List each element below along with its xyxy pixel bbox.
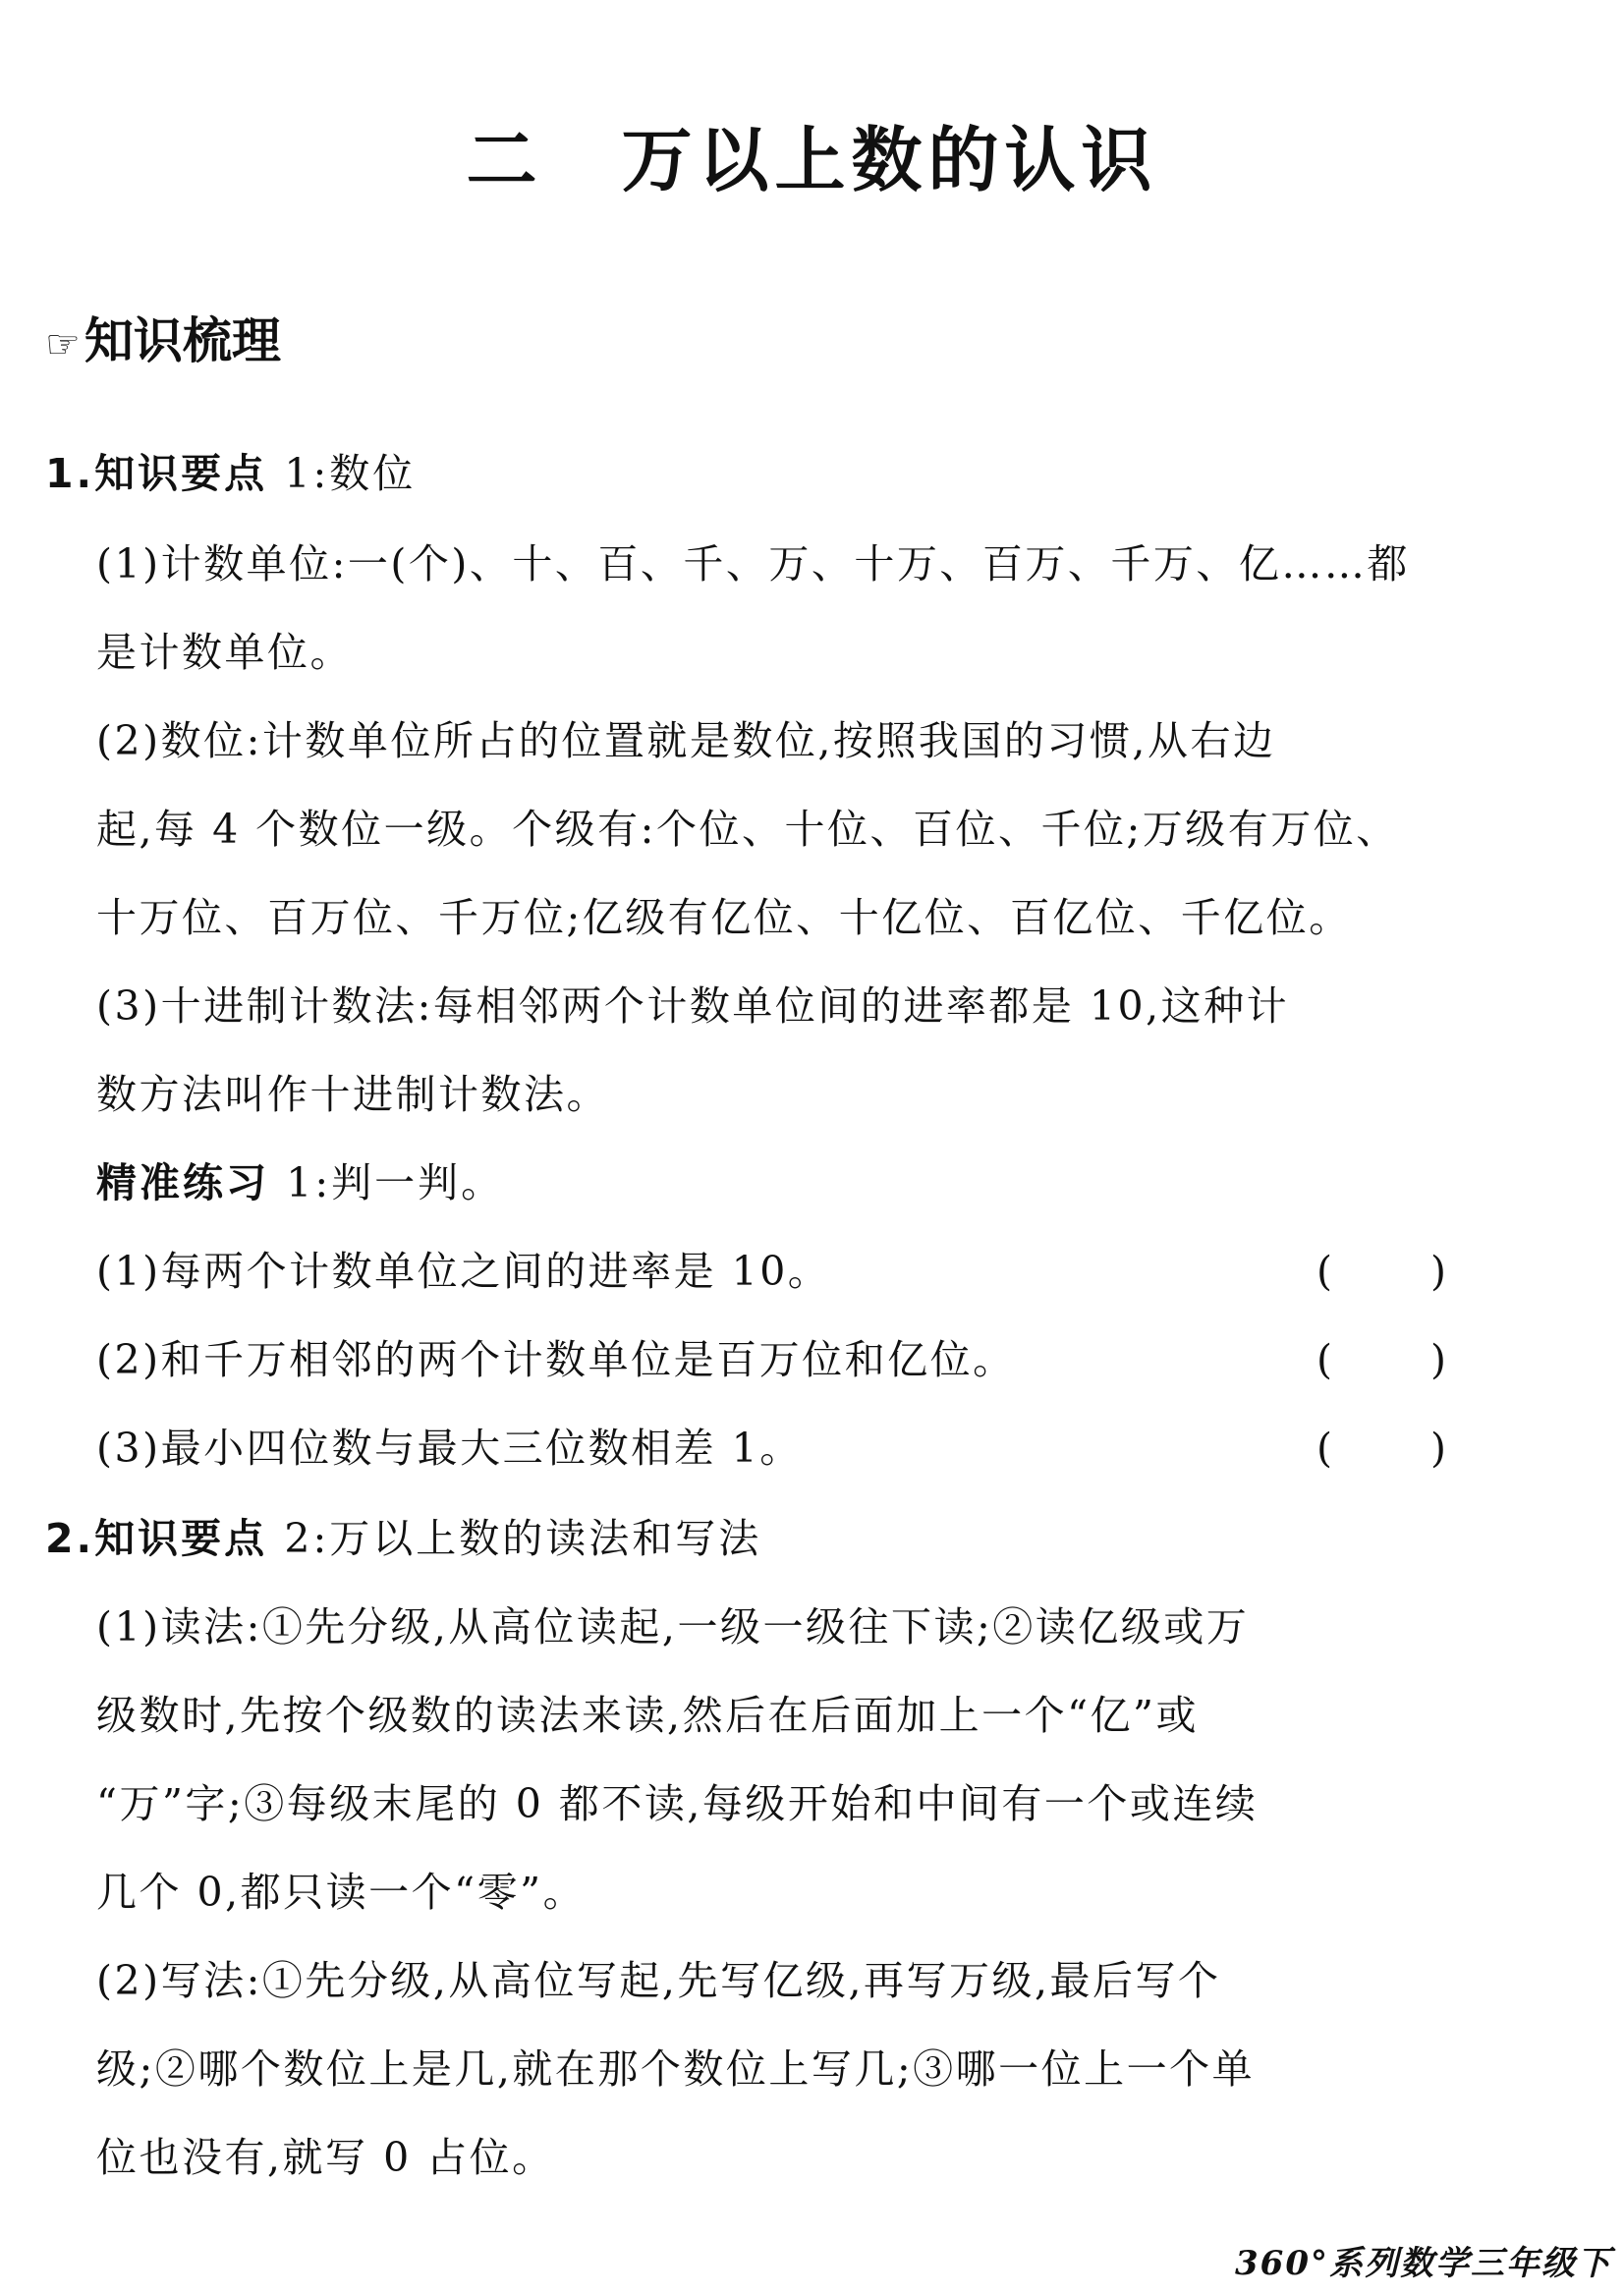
- answer-close-paren: ): [1430, 1425, 1446, 1472]
- answer-open-paren: (: [1316, 1248, 1332, 1295]
- practice1-question-3: (3)最小四位数与最大三位数相差 1。: [96, 1425, 803, 1472]
- chapter-number: 二: [466, 119, 543, 201]
- practice1-heading: [96, 1155, 504, 1210]
- answer-close-paren: ): [1430, 1336, 1446, 1383]
- point2-number: 2.: [45, 1515, 95, 1562]
- chapter-title-text: 万以上数的认识: [621, 119, 1158, 201]
- point2-heading: [45, 1511, 761, 1566]
- practice1-instruction: 1:判一判。: [286, 1159, 505, 1206]
- answer-blank-2[interactable]: [1316, 1332, 1446, 1387]
- practice1-label: 精准练习: [96, 1159, 269, 1206]
- pointing-hand-icon: ☞: [45, 322, 81, 367]
- point2-label: 知识要点: [94, 1515, 268, 1562]
- practice1-question-1: (1)每两个计数单位之间的进率是 10。: [96, 1248, 831, 1295]
- point1-item1-line2: 是计数单位。: [96, 629, 353, 676]
- point1-heading: [45, 446, 416, 501]
- answer-close-paren: ): [1430, 1248, 1446, 1295]
- point1-item2-line3: 十万位、百万位、千万位;亿级有亿位、十亿位、百亿位、千亿位。: [96, 894, 1352, 941]
- point1-item3-line1: (3)十进制计数法:每相邻两个计数单位间的进率都是 10,这种计: [96, 982, 1290, 1030]
- answer-open-paren: (: [1316, 1336, 1332, 1383]
- chapter-title: [0, 116, 1624, 204]
- answer-blank-3[interactable]: [1316, 1421, 1446, 1476]
- point2-read-line2: 级数时,先按个级数的读法来读,然后在后面加上一个“亿”或: [96, 1692, 1199, 1739]
- practice1-question-2: (2)和千万相邻的两个计数单位是百万位和亿位。: [96, 1336, 1016, 1383]
- point1-item2-line2: 起,每 4 个数位一级。个级有:个位、十位、百位、千位;万级有万位、: [96, 806, 1399, 853]
- point1-item3-line2: 数方法叫作十进制计数法。: [96, 1071, 609, 1118]
- answer-blank-1[interactable]: [1316, 1244, 1446, 1299]
- point2-topic: 2:万以上数的读法和写法: [284, 1515, 762, 1562]
- section-heading: [45, 307, 281, 379]
- point1-item1-line1: (1)计数单位:一(个)、十、百、千、万、十万、百万、千万、亿……都: [96, 540, 1410, 588]
- point2-write-line1: (2)写法:①先分级,从高位写起,先写亿级,再写万级,最后写个: [96, 1957, 1221, 2004]
- point2-read-line1: (1)读法:①先分级,从高位读起,一级一级往下读;②读亿级或万: [96, 1603, 1250, 1651]
- point1-item2-line1: (2)数位:计数单位所占的位置就是数位,按照我国的习惯,从右边: [96, 717, 1276, 764]
- point2-read-line3: “万”字;③每级末尾的 0 都不读,每级开始和中间有一个或连续: [96, 1780, 1259, 1827]
- point2-write-line2: 级;②哪个数位上是几,就在那个数位上写几;③哪一位上一个单: [96, 2045, 1256, 2093]
- point1-label: 知识要点: [94, 450, 268, 497]
- point2-read-line4: 几个 0,都只读一个“零”。: [96, 1869, 587, 1916]
- section-title: 知识梳理: [84, 312, 281, 369]
- point2-write-line3: 位也没有,就写 0 占位。: [96, 2134, 555, 2181]
- point1-topic: 1:数位: [284, 450, 417, 497]
- page-footer: 360°系列数学三年级下: [1235, 2244, 1612, 2283]
- answer-open-paren: (: [1316, 1425, 1332, 1472]
- point1-number: 1.: [45, 450, 95, 497]
